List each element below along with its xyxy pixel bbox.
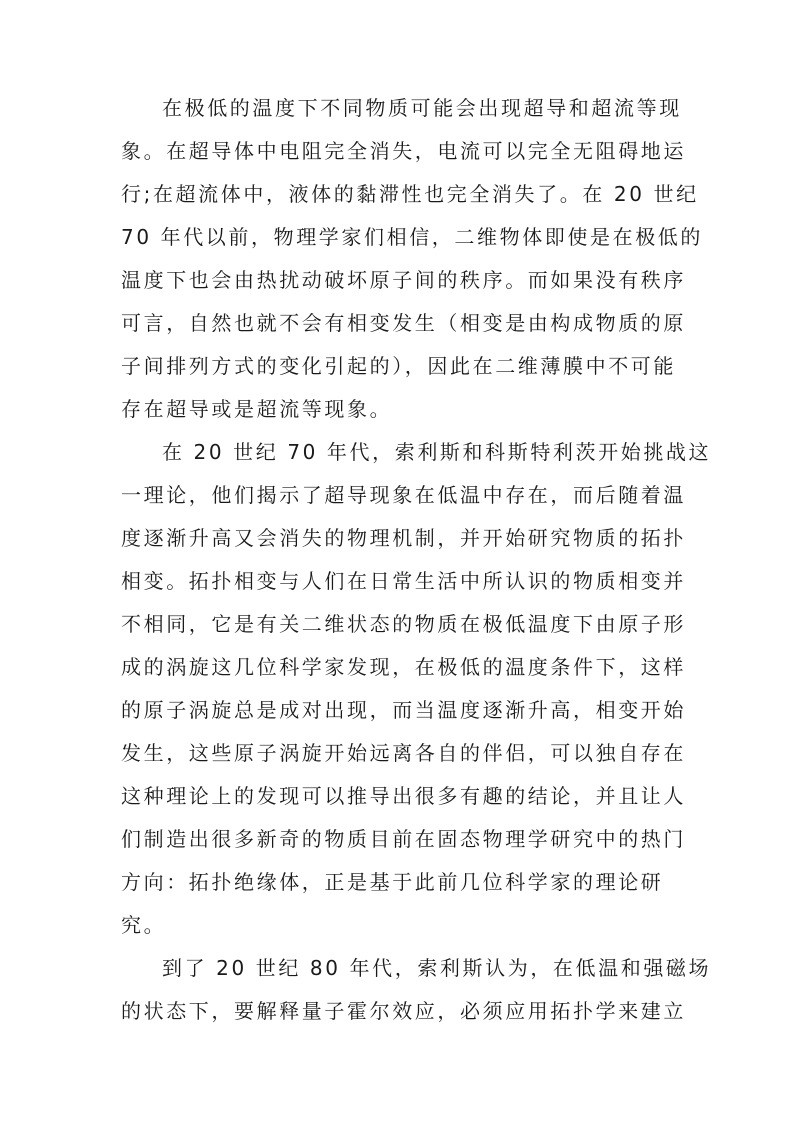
paragraph-1-line-1: 在极低的温度下不同物质可能会出现超导和超流等现 xyxy=(162,96,682,120)
paragraph-1-line-2: 象。在超导体中电阻完全消失，电流可以完全无阻碍地运 xyxy=(121,139,686,163)
paragraph-2-line-1: 在 20 世纪 70 年代，索利斯和科斯特利茨开始挑战这 xyxy=(162,440,712,464)
paragraph-3-line-2: 的状态下，要解释量子霍尔效应，必须应用拓扑学来建立 xyxy=(121,999,686,1023)
paragraph-2-line-12: 究。 xyxy=(121,913,167,937)
paragraph-2-line-2: 一理论，他们揭示了超导现象在低温中存在，而后随着温 xyxy=(121,483,686,507)
paragraph-1-line-6: 可言，自然也就不会有相变发生（相变是由构成物质的原 xyxy=(121,311,686,335)
paragraph-1-line-3: 行;在超流体中，液体的黏滞性也完全消失了。在 20 世纪 xyxy=(121,182,699,206)
paragraph-2-line-11: 方向：拓扑绝缘体，正是基于此前几位科学家的理论研 xyxy=(121,870,664,894)
paragraph-2-line-3: 度逐渐升高又会消失的物理机制，并开始研究物质的拓扑 xyxy=(121,526,686,550)
paragraph-2-line-4: 相变。拓扑相变与人们在日常生活中所认识的物质相变并 xyxy=(121,569,686,593)
paragraph-1-line-4: 70 年代以前，物理学家们相信，二维物体即使是在极低的 xyxy=(121,225,704,249)
paragraph-2-line-5: 不相同，它是有关二维状态的物质在极低温度下由原子形 xyxy=(121,612,686,636)
paragraph-2-line-7: 的原子涡旋总是成对出现，而当温度逐渐升高，相变开始 xyxy=(121,698,686,722)
paragraph-1-line-7: 子间排列方式的变化引起的），因此在二维薄膜中不可能 xyxy=(121,354,676,378)
paragraph-1-line-8: 存在超导或是超流等现象。 xyxy=(121,397,393,421)
paragraph-2-line-6: 成的涡旋这几位科学家发现，在极低的温度条件下，这样 xyxy=(121,655,686,679)
paragraph-2-line-9: 这种理论上的发现可以推导出很多有趣的结论，并且让人 xyxy=(121,784,686,808)
paragraph-2-line-8: 发生，这些原子涡旋开始远离各自的伴侣，可以独自存在 xyxy=(121,741,686,765)
paragraph-2-line-10: 们制造出很多新奇的物质目前在固态物理学研究中的热门 xyxy=(121,827,686,851)
paragraph-3-line-1: 到了 20 世纪 80 年代，索利斯认为，在低温和强磁场 xyxy=(162,956,712,980)
paragraph-1-line-5: 温度下也会由热扰动破坏原子间的秩序。而如果没有秩序 xyxy=(121,268,686,292)
